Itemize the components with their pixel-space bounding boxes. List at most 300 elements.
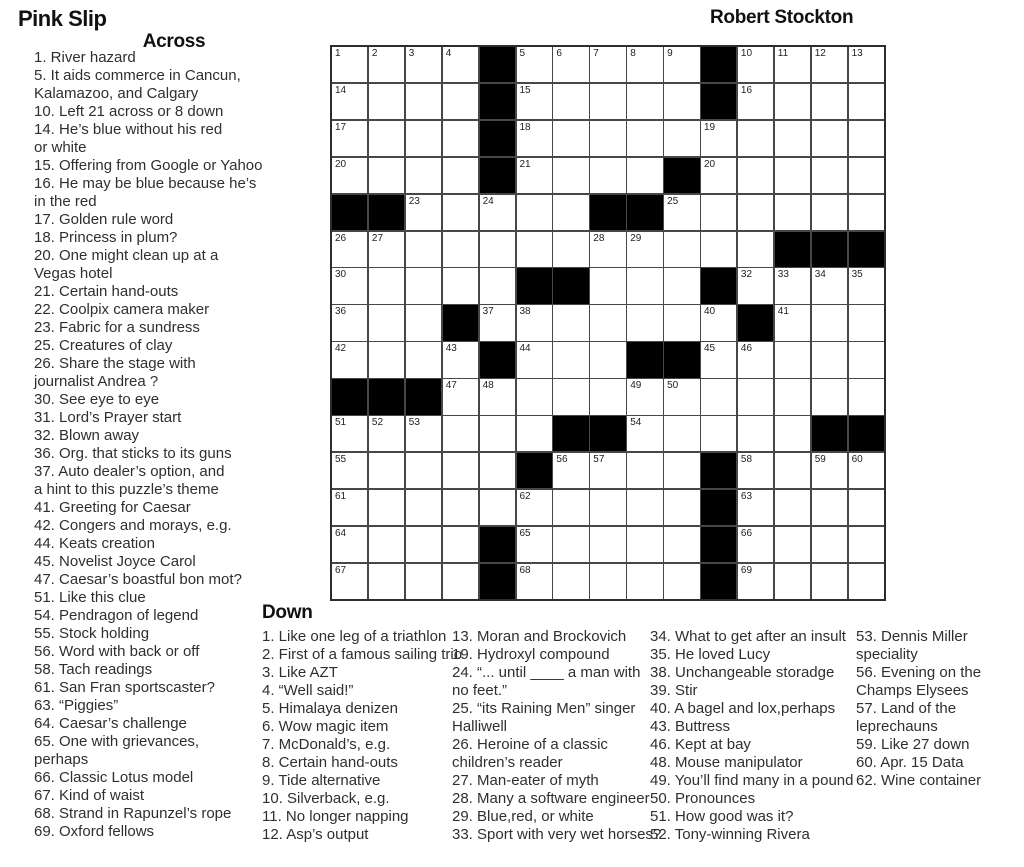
cell-number: 16 [740,84,753,96]
grid-cell[interactable] [849,342,884,377]
cell-number: 54 [630,417,642,428]
cell-number: 51 [335,417,347,428]
grid-cell[interactable] [664,453,699,488]
cell-number: 44 [519,343,531,355]
grid-cell[interactable] [480,416,515,451]
grid-cell[interactable] [738,121,773,156]
grid-cell[interactable] [775,416,810,451]
grid-cell[interactable] [517,47,552,82]
grid-cell[interactable] [701,342,736,377]
grid-cell[interactable] [664,527,699,562]
grid-cell[interactable] [701,158,736,193]
grid-cell[interactable] [443,232,478,267]
grid-cell[interactable] [369,232,404,267]
grid-cell-black [812,232,847,267]
grid-cell[interactable] [517,564,552,599]
grid-cell[interactable] [517,379,552,414]
grid-cell[interactable] [517,490,552,525]
cell-number: 2 [371,48,378,59]
down-clue-column-3 [650,628,854,844]
cell-number: 27 [371,232,384,244]
grid-cell[interactable] [812,379,847,414]
grid-cell[interactable] [590,158,625,193]
cell-number: 4 [445,48,452,59]
grid-cell[interactable] [738,195,773,230]
down-clue-line: 25. “its Raining Men” singer [452,700,636,717]
down-clue-line: 29. Blue,red, or white [452,808,594,825]
grid-cell[interactable] [812,527,847,562]
grid-cell-black [701,268,736,303]
grid-cell[interactable] [406,453,441,488]
grid-cell[interactable] [406,47,441,82]
grid-cell[interactable] [701,416,736,451]
grid-cell[interactable] [332,158,367,193]
grid-cell[interactable] [480,305,515,340]
cell-number: 30 [335,269,347,281]
grid-cell[interactable] [738,268,773,303]
grid-cell[interactable] [738,232,773,267]
down-clue-line: 35. He loved Lucy [650,646,771,663]
down-clue-line: children’s reader [452,754,563,771]
grid-cell[interactable] [553,379,588,414]
grid-cell[interactable] [553,195,588,230]
grid-cell[interactable] [849,121,884,156]
grid-cell[interactable] [443,121,478,156]
grid-cell-black [849,232,884,267]
down-clue-line: 53. Dennis Miller [856,628,968,645]
down-clue-line: 49. You’ll find many in a pound [650,772,854,789]
down-clue-line: 13. Moran and Brockovich [452,628,627,645]
grid-cell[interactable] [443,527,478,562]
grid-cell[interactable] [775,47,810,82]
grid-cell[interactable] [369,121,404,156]
grid-cell[interactable] [517,527,552,562]
down-clue-line: 4. “Well said!” [262,682,354,699]
grid-cell[interactable] [738,342,773,377]
grid-cell[interactable] [627,232,662,267]
grid-cell[interactable] [406,564,441,599]
grid-cell[interactable] [332,527,367,562]
across-clue-line: 55. Stock holding [34,625,150,642]
grid-cell[interactable] [812,121,847,156]
grid-cell[interactable] [553,453,588,488]
across-clue-line: 69. Oxford fellows [34,823,155,840]
grid-cell[interactable] [590,305,625,340]
grid-cell[interactable] [332,342,367,377]
across-clue-line: 65. One with grievances, [34,733,200,750]
grid-cell[interactable] [406,416,441,451]
grid-cell[interactable] [812,564,847,599]
down-clue-line: 19. Hydroxyl compound [452,646,610,663]
cell-number: 3 [408,48,415,59]
grid-cell[interactable] [553,305,588,340]
cell-number: 34 [814,269,826,281]
grid-cell-black [517,268,552,303]
down-clue-line: no feet.” [452,682,508,699]
grid-cell[interactable] [627,268,662,303]
across-clue-line: 5. It aids commerce in Cancun, [34,67,241,84]
grid-cell[interactable] [849,564,884,599]
grid-cell[interactable] [627,379,662,414]
grid-cell[interactable] [406,305,441,340]
grid-cell[interactable] [517,416,552,451]
across-clue-line: a hint to this puzzle’s theme [34,481,219,498]
grid-cell[interactable] [443,416,478,451]
grid-cell[interactable] [369,453,404,488]
grid-cell[interactable] [775,490,810,525]
cell-number: 66 [740,527,753,539]
cell-number: 19 [704,121,716,133]
down-clue-line: Champs Elysees [856,682,969,699]
grid-cell[interactable] [738,84,773,119]
grid-cell[interactable] [406,195,441,230]
grid-cell[interactable] [775,305,810,340]
grid-cell[interactable] [332,564,367,599]
grid-cell[interactable] [775,379,810,414]
grid-cell[interactable] [775,453,810,488]
grid-cell[interactable] [443,195,478,230]
grid-cell-black [849,416,884,451]
grid-cell[interactable] [443,158,478,193]
grid-cell[interactable] [664,232,699,267]
grid-cell[interactable] [812,84,847,119]
across-clue-line: 51. Like this clue [34,589,146,606]
cell-number: 33 [777,269,789,281]
grid-cell[interactable] [517,84,552,119]
cell-number: 42 [335,343,347,355]
cell-number: 57 [593,453,605,465]
grid-cell[interactable] [590,121,625,156]
grid-cell[interactable] [480,232,515,267]
grid-cell[interactable] [369,305,404,340]
grid-cell[interactable] [406,342,441,377]
grid-cell[interactable] [775,268,810,303]
grid-cell[interactable] [627,527,662,562]
cell-number: 43 [445,343,457,355]
grid-cell-black [701,490,736,525]
grid-cell[interactable] [480,379,515,414]
grid-cell[interactable] [627,47,662,82]
grid-cell[interactable] [849,527,884,562]
grid-cell-black [664,342,699,377]
grid-cell[interactable] [664,268,699,303]
across-clue-line: 22. Coolpix camera maker [34,301,210,318]
grid-cell[interactable] [738,379,773,414]
grid-cell[interactable] [332,416,367,451]
grid-cell[interactable] [812,342,847,377]
down-clue-line: 60. Apr. 15 Data [856,754,964,771]
grid-cell[interactable] [517,158,552,193]
grid-cell[interactable] [738,527,773,562]
down-clue-line: 38. Unchangeable storadge [650,664,835,681]
down-clue-line: 12. Asp’s output [262,826,369,843]
grid-cell[interactable] [443,47,478,82]
across-clue-line: in the red [34,193,97,210]
grid-cell-black [701,84,736,119]
across-clue-line: 41. Greeting for Caesar [34,499,191,516]
grid-cell[interactable] [553,490,588,525]
grid-cell[interactable] [775,527,810,562]
grid-cell[interactable] [849,268,884,303]
grid-cell[interactable] [443,268,478,303]
grid-cell[interactable] [480,453,515,488]
grid-cell[interactable] [406,84,441,119]
cell-number: 1 [335,48,341,59]
cell-number: 8 [630,48,636,59]
down-clue-line: 62. Wine container [856,772,982,789]
cell-number: 53 [408,417,420,428]
down-clue-line: 33. Sport with very wet horses? [452,826,662,843]
cell-number: 12 [814,48,826,59]
grid-cell[interactable] [517,121,552,156]
grid-cell[interactable] [627,305,662,340]
down-clue-line: 1. Like one leg of a triathlon [262,628,447,645]
grid-cell[interactable] [627,490,662,525]
grid-cell[interactable] [590,84,625,119]
grid-cell[interactable] [812,490,847,525]
grid-cell[interactable] [553,84,588,119]
across-clue-line: 44. Keats creation [34,535,155,552]
grid-cell[interactable] [812,268,847,303]
grid-cell[interactable] [849,158,884,193]
down-clue-line: 2. First of a famous sailing trio [262,646,463,663]
grid-cell[interactable] [406,158,441,193]
down-clue-line: 59. Like 27 down [856,736,970,753]
grid-cell[interactable] [738,490,773,525]
grid-cell[interactable] [332,232,367,267]
grid-cell[interactable] [480,268,515,303]
grid-cell[interactable] [627,84,662,119]
grid-cell[interactable] [701,232,736,267]
grid-cell[interactable] [849,379,884,414]
grid-cell-black [480,158,515,193]
grid-cell-black [590,416,625,451]
grid-cell[interactable] [701,379,736,414]
grid-cell[interactable] [590,564,625,599]
grid-cell[interactable] [849,195,884,230]
grid-cell[interactable] [775,84,810,119]
down-clue-line: 3. Like AZT [262,664,338,681]
grid-cell[interactable] [553,47,588,82]
grid-cell[interactable] [517,342,552,377]
down-clue-line: 34. What to get after an insult [650,628,846,645]
grid-cell[interactable] [406,490,441,525]
grid-cell[interactable] [443,564,478,599]
grid-cell[interactable] [553,527,588,562]
grid-cell[interactable] [627,121,662,156]
down-clue-line: 26. Heroine of a classic [452,736,608,753]
cell-number: 68 [519,564,531,576]
grid-cell[interactable] [332,305,367,340]
cell-number: 36 [335,306,347,318]
crossword-grid [330,45,886,601]
grid-cell[interactable] [332,268,367,303]
grid-cell[interactable] [849,490,884,525]
across-clue-line: journalist Andrea ? [34,373,159,390]
grid-cell[interactable] [369,527,404,562]
grid-cell[interactable] [738,564,773,599]
cell-number: 64 [335,527,347,539]
grid-cell[interactable] [849,305,884,340]
grid-cell[interactable] [701,195,736,230]
grid-cell[interactable] [369,564,404,599]
grid-cell-black [627,342,662,377]
grid-cell[interactable] [332,121,367,156]
cell-number: 69 [740,564,753,576]
grid-cell[interactable] [738,453,773,488]
grid-cell[interactable] [369,158,404,193]
grid-cell[interactable] [553,232,588,267]
grid-cell[interactable] [443,490,478,525]
grid-cell[interactable] [406,232,441,267]
cell-number: 20 [704,158,716,170]
down-header: Down [262,602,313,623]
grid-cell[interactable] [443,453,478,488]
grid-cell[interactable] [664,121,699,156]
across-clue-list [34,49,262,841]
grid-cell[interactable] [849,84,884,119]
across-clue-line: 31. Lord’s Prayer start [34,409,182,426]
grid-cell[interactable] [590,268,625,303]
grid-cell-black [480,84,515,119]
cell-number: 62 [519,490,531,502]
cell-number: 7 [593,48,599,59]
grid-cell[interactable] [369,84,404,119]
grid-cell[interactable] [775,564,810,599]
grid-cell[interactable] [627,416,662,451]
grid-cell[interactable] [738,416,773,451]
grid-cell[interactable] [775,342,810,377]
grid-cell[interactable] [480,490,515,525]
grid-cell[interactable] [443,379,478,414]
across-clue-line: 18. Princess in plum? [34,229,178,246]
grid-cell[interactable] [332,84,367,119]
grid-cell[interactable] [738,158,773,193]
across-clue-line: 37. Auto dealer’s option, and [34,463,225,480]
grid-cell[interactable] [812,305,847,340]
grid-cell[interactable] [627,158,662,193]
grid-cell[interactable] [590,47,625,82]
grid-cell[interactable] [664,84,699,119]
cell-number: 25 [667,195,679,207]
grid-cell-black [332,195,367,230]
grid-cell[interactable] [553,158,588,193]
grid-cell[interactable] [812,158,847,193]
grid-cell-black [553,268,588,303]
grid-cell[interactable] [775,121,810,156]
grid-cell[interactable] [590,232,625,267]
grid-cell[interactable] [775,158,810,193]
grid-cell[interactable] [406,268,441,303]
across-clue-line: 42. Congers and morays, e.g. [34,517,232,534]
grid-cell[interactable] [332,490,367,525]
across-clue-line: 56. Word with back or off [34,643,200,660]
across-clue-line: Vegas hotel [34,265,113,282]
grid-cell[interactable] [590,490,625,525]
across-clue-line: 20. One might clean up at a [34,247,219,264]
across-clue-line: 67. Kind of waist [34,787,145,804]
grid-cell[interactable] [369,268,404,303]
grid-cell-black [701,47,736,82]
down-clue-line: 8. Certain hand-outs [262,754,398,771]
cell-number: 20 [335,158,347,170]
cell-number: 24 [482,195,494,207]
grid-cell[interactable] [664,564,699,599]
grid-cell[interactable] [738,47,773,82]
grid-cell[interactable] [406,527,441,562]
grid-cell[interactable] [443,84,478,119]
cell-number: 11 [777,48,789,59]
across-clue-line: 30. See eye to eye [34,391,160,408]
grid-cell[interactable] [590,379,625,414]
grid-cell[interactable] [553,342,588,377]
across-clue-line: 17. Golden rule word [34,211,174,228]
grid-cell[interactable] [664,416,699,451]
grid-cell[interactable] [664,379,699,414]
down-clue-line: 43. Buttress [650,718,731,735]
cell-number: 32 [740,269,753,281]
grid-cell[interactable] [332,453,367,488]
grid-cell[interactable] [775,195,810,230]
grid-cell[interactable] [369,342,404,377]
grid-cell[interactable] [812,195,847,230]
grid-cell[interactable] [369,47,404,82]
cell-number: 37 [482,306,494,318]
grid-cell[interactable] [590,342,625,377]
grid-cell[interactable] [369,490,404,525]
grid-cell[interactable] [701,305,736,340]
grid-cell[interactable] [849,453,884,488]
grid-cell[interactable] [369,416,404,451]
grid-cell[interactable] [701,121,736,156]
down-clue-line: 48. Mouse manipulator [650,754,803,771]
cell-number: 61 [335,490,347,502]
grid-cell[interactable] [406,121,441,156]
grid-cell[interactable] [664,490,699,525]
cell-number: 17 [335,121,347,133]
grid-cell[interactable] [590,527,625,562]
grid-cell-black [553,416,588,451]
cell-number: 29 [630,232,642,244]
grid-cell-black [443,305,478,340]
grid-cell[interactable] [664,305,699,340]
grid-cell[interactable] [517,232,552,267]
grid-cell[interactable] [480,195,515,230]
grid-cell[interactable] [664,195,699,230]
grid-cell-black [369,379,404,414]
grid-cell[interactable] [664,47,699,82]
grid-cell[interactable] [849,47,884,82]
down-clue-line: 27. Man-eater of myth [452,772,599,789]
grid-cell[interactable] [627,453,662,488]
grid-cell-black [701,527,736,562]
grid-cell[interactable] [627,564,662,599]
grid-cell[interactable] [590,453,625,488]
down-clue-line: leprechauns [856,718,938,735]
grid-cell[interactable] [443,342,478,377]
grid-cell-black [738,305,773,340]
grid-cell[interactable] [517,195,552,230]
grid-cell[interactable] [332,47,367,82]
cell-number: 28 [593,232,605,244]
cell-number: 35 [851,269,863,281]
grid-cell[interactable] [553,121,588,156]
grid-cell[interactable] [553,564,588,599]
grid-cell-black [517,453,552,488]
grid-cell[interactable] [812,47,847,82]
grid-cell[interactable] [517,305,552,340]
grid-cell[interactable] [812,453,847,488]
